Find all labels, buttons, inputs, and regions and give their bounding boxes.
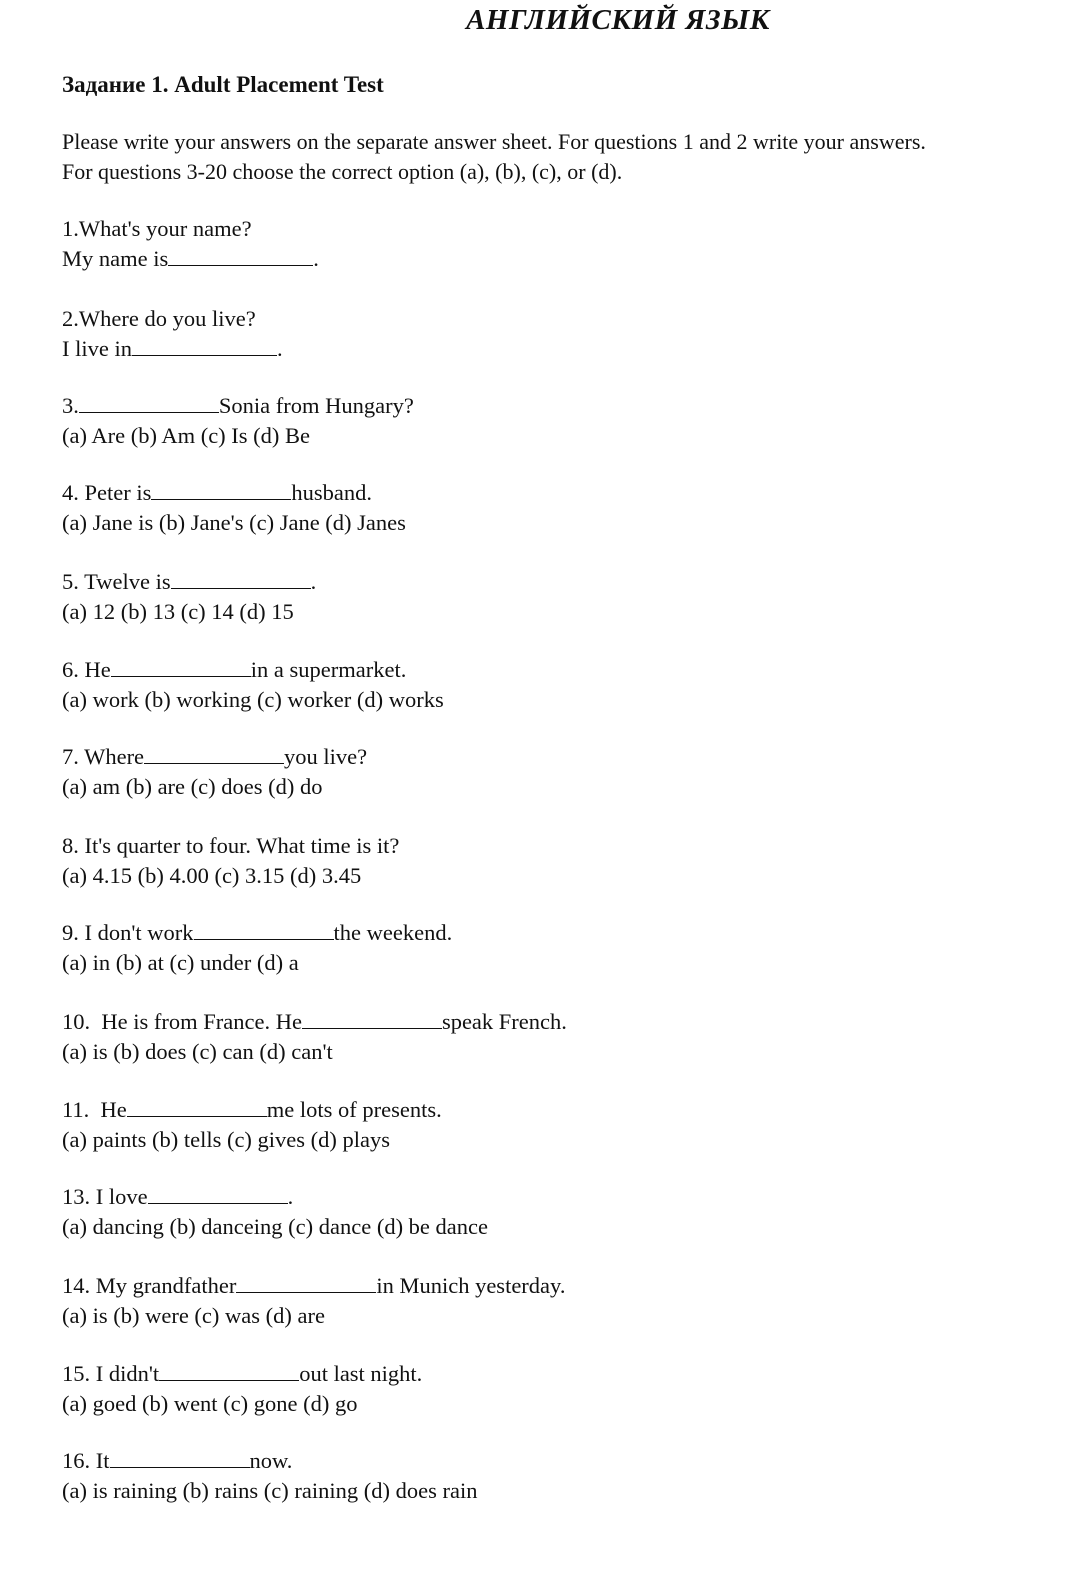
question-13-stem (62, 1182, 488, 1212)
question-13-stem-end: . (287, 1184, 294, 1209)
question-6-options: (a) work (b) working (c) worker (d) works (62, 687, 444, 712)
question-11-stem (62, 1095, 442, 1125)
question-14-options: (a) is (b) were (c) was (d) are (62, 1303, 325, 1328)
question-1-answer-line (62, 244, 319, 274)
question-7-stem (62, 742, 367, 772)
question-9 (62, 918, 452, 978)
question-11-stem-end: me lots of presents. (266, 1097, 442, 1122)
instructions-line-1: Please write your answers on the separate answer sheet. For questions 1 and 2 write your answers. (62, 129, 926, 154)
question-15-stem-end: out last night. (299, 1361, 423, 1386)
question-5-options: (a) 12 (b) 13 (c) 14 (d) 15 (62, 599, 294, 624)
question-10 (62, 1007, 567, 1067)
question-16-stem-start: 16. It (62, 1448, 110, 1473)
question-6 (62, 655, 444, 715)
question-9-options: (a) in (b) at (c) under (d) a (62, 950, 299, 975)
question-7 (62, 742, 367, 802)
answer-blank[interactable] (148, 1183, 288, 1204)
question-4-stem-end: husband. (291, 480, 372, 505)
answer-blank[interactable] (132, 335, 277, 356)
question-10-options: (a) is (b) does (c) can (d) can't (62, 1039, 333, 1064)
question-6-stem-end: in a supermarket. (250, 657, 407, 682)
question-15-options: (a) goed (b) went (c) gone (d) go (62, 1391, 358, 1416)
question-15 (62, 1359, 422, 1419)
question-14 (62, 1271, 565, 1331)
question-2-answer-lead: I live in (62, 336, 132, 361)
answer-blank[interactable] (144, 743, 284, 764)
question-14-stem-end: in Munich yesterday. (376, 1273, 566, 1298)
question-5 (62, 567, 316, 627)
question-4-options: (a) Jane is (b) Jane's (c) Jane (d) Janes (62, 510, 406, 535)
question-7-options: (a) am (b) are (c) does (d) do (62, 774, 323, 799)
question-15-stem (62, 1359, 422, 1389)
question-7-stem-end: you live? (284, 744, 368, 769)
question-2-prompt: 2.Where do you live? (62, 306, 256, 331)
question-13 (62, 1182, 488, 1242)
answer-blank[interactable] (194, 919, 334, 940)
question-1-prompt: 1.What's your name? (62, 216, 252, 241)
question-1 (62, 214, 319, 274)
question-11-options: (a) paints (b) tells (c) gives (d) plays (62, 1127, 391, 1152)
question-5-stem-end: . (310, 569, 317, 594)
question-11 (62, 1095, 442, 1155)
answer-blank[interactable] (302, 1008, 442, 1029)
answer-blank[interactable] (111, 656, 251, 677)
question-16 (62, 1446, 477, 1506)
answer-blank[interactable] (168, 245, 313, 266)
question-9-stem-start: 9. I don't work (62, 920, 194, 945)
question-14-stem-start: 14. My grandfather (62, 1273, 237, 1298)
question-16-stem-end: now. (249, 1448, 293, 1473)
question-16-stem (62, 1446, 477, 1476)
question-11-stem-start: 11. He (62, 1097, 127, 1122)
question-9-stem-end: the weekend. (333, 920, 453, 945)
answer-blank[interactable] (151, 479, 291, 500)
question-1-answer-end: . (313, 246, 319, 271)
instructions-line-2: For questions 3-20 choose the correct option (a), (b), (c), or (d). (62, 159, 623, 184)
question-3-stem-start: 3. (62, 393, 79, 418)
answer-blank[interactable] (127, 1096, 267, 1117)
question-3-stem-end: Sonia from Hungary? (218, 393, 414, 418)
question-4 (62, 478, 406, 538)
question-2-answer-line (62, 334, 283, 364)
question-3-options: (a) Are (b) Am (c) Is (d) Be (62, 423, 311, 448)
question-13-options: (a) dancing (b) danceing (c) dance (d) be dance (62, 1214, 489, 1239)
question-8-stem: 8. It's quarter to four. What time is it? (62, 833, 400, 858)
answer-blank[interactable] (79, 392, 219, 413)
question-4-stem (62, 478, 406, 508)
question-15-stem-start: 15. I didn't (62, 1361, 160, 1386)
question-6-stem-start: 6. He (62, 657, 111, 682)
question-13-stem-start: 13. I love (62, 1184, 148, 1209)
question-10-stem (62, 1007, 567, 1037)
question-8 (62, 831, 399, 891)
question-3-stem (62, 391, 414, 421)
answer-blank[interactable] (236, 1272, 376, 1293)
instructions (62, 127, 1072, 187)
task-heading: Задание 1. Adult Placement Test (62, 72, 384, 97)
question-4-stem-start: 4. Peter is (62, 480, 152, 505)
question-2-answer-end: . (276, 336, 283, 361)
question-10-stem-start: 10. He is from France. He (62, 1009, 302, 1034)
page-title: АНГЛИЙСКИЙ ЯЗЫК (466, 4, 770, 36)
question-14-stem (62, 1271, 565, 1301)
answer-blank[interactable] (110, 1447, 250, 1468)
question-3 (62, 391, 414, 451)
question-1-answer-lead: My name is (62, 246, 169, 271)
question-7-stem-start: 7. Where (62, 744, 145, 769)
question-16-options: (a) is raining (b) rains (c) raining (d) does rain (62, 1478, 478, 1503)
question-5-stem-start: 5. Twelve is (62, 569, 171, 594)
answer-blank[interactable] (171, 568, 311, 589)
question-5-stem (62, 567, 316, 597)
answer-blank[interactable] (159, 1360, 299, 1381)
question-6-stem (62, 655, 444, 685)
question-2 (62, 304, 283, 364)
question-10-stem-end: speak French. (441, 1009, 567, 1034)
question-8-options: (a) 4.15 (b) 4.00 (c) 3.15 (d) 3.45 (62, 863, 362, 888)
question-9-stem (62, 918, 452, 948)
